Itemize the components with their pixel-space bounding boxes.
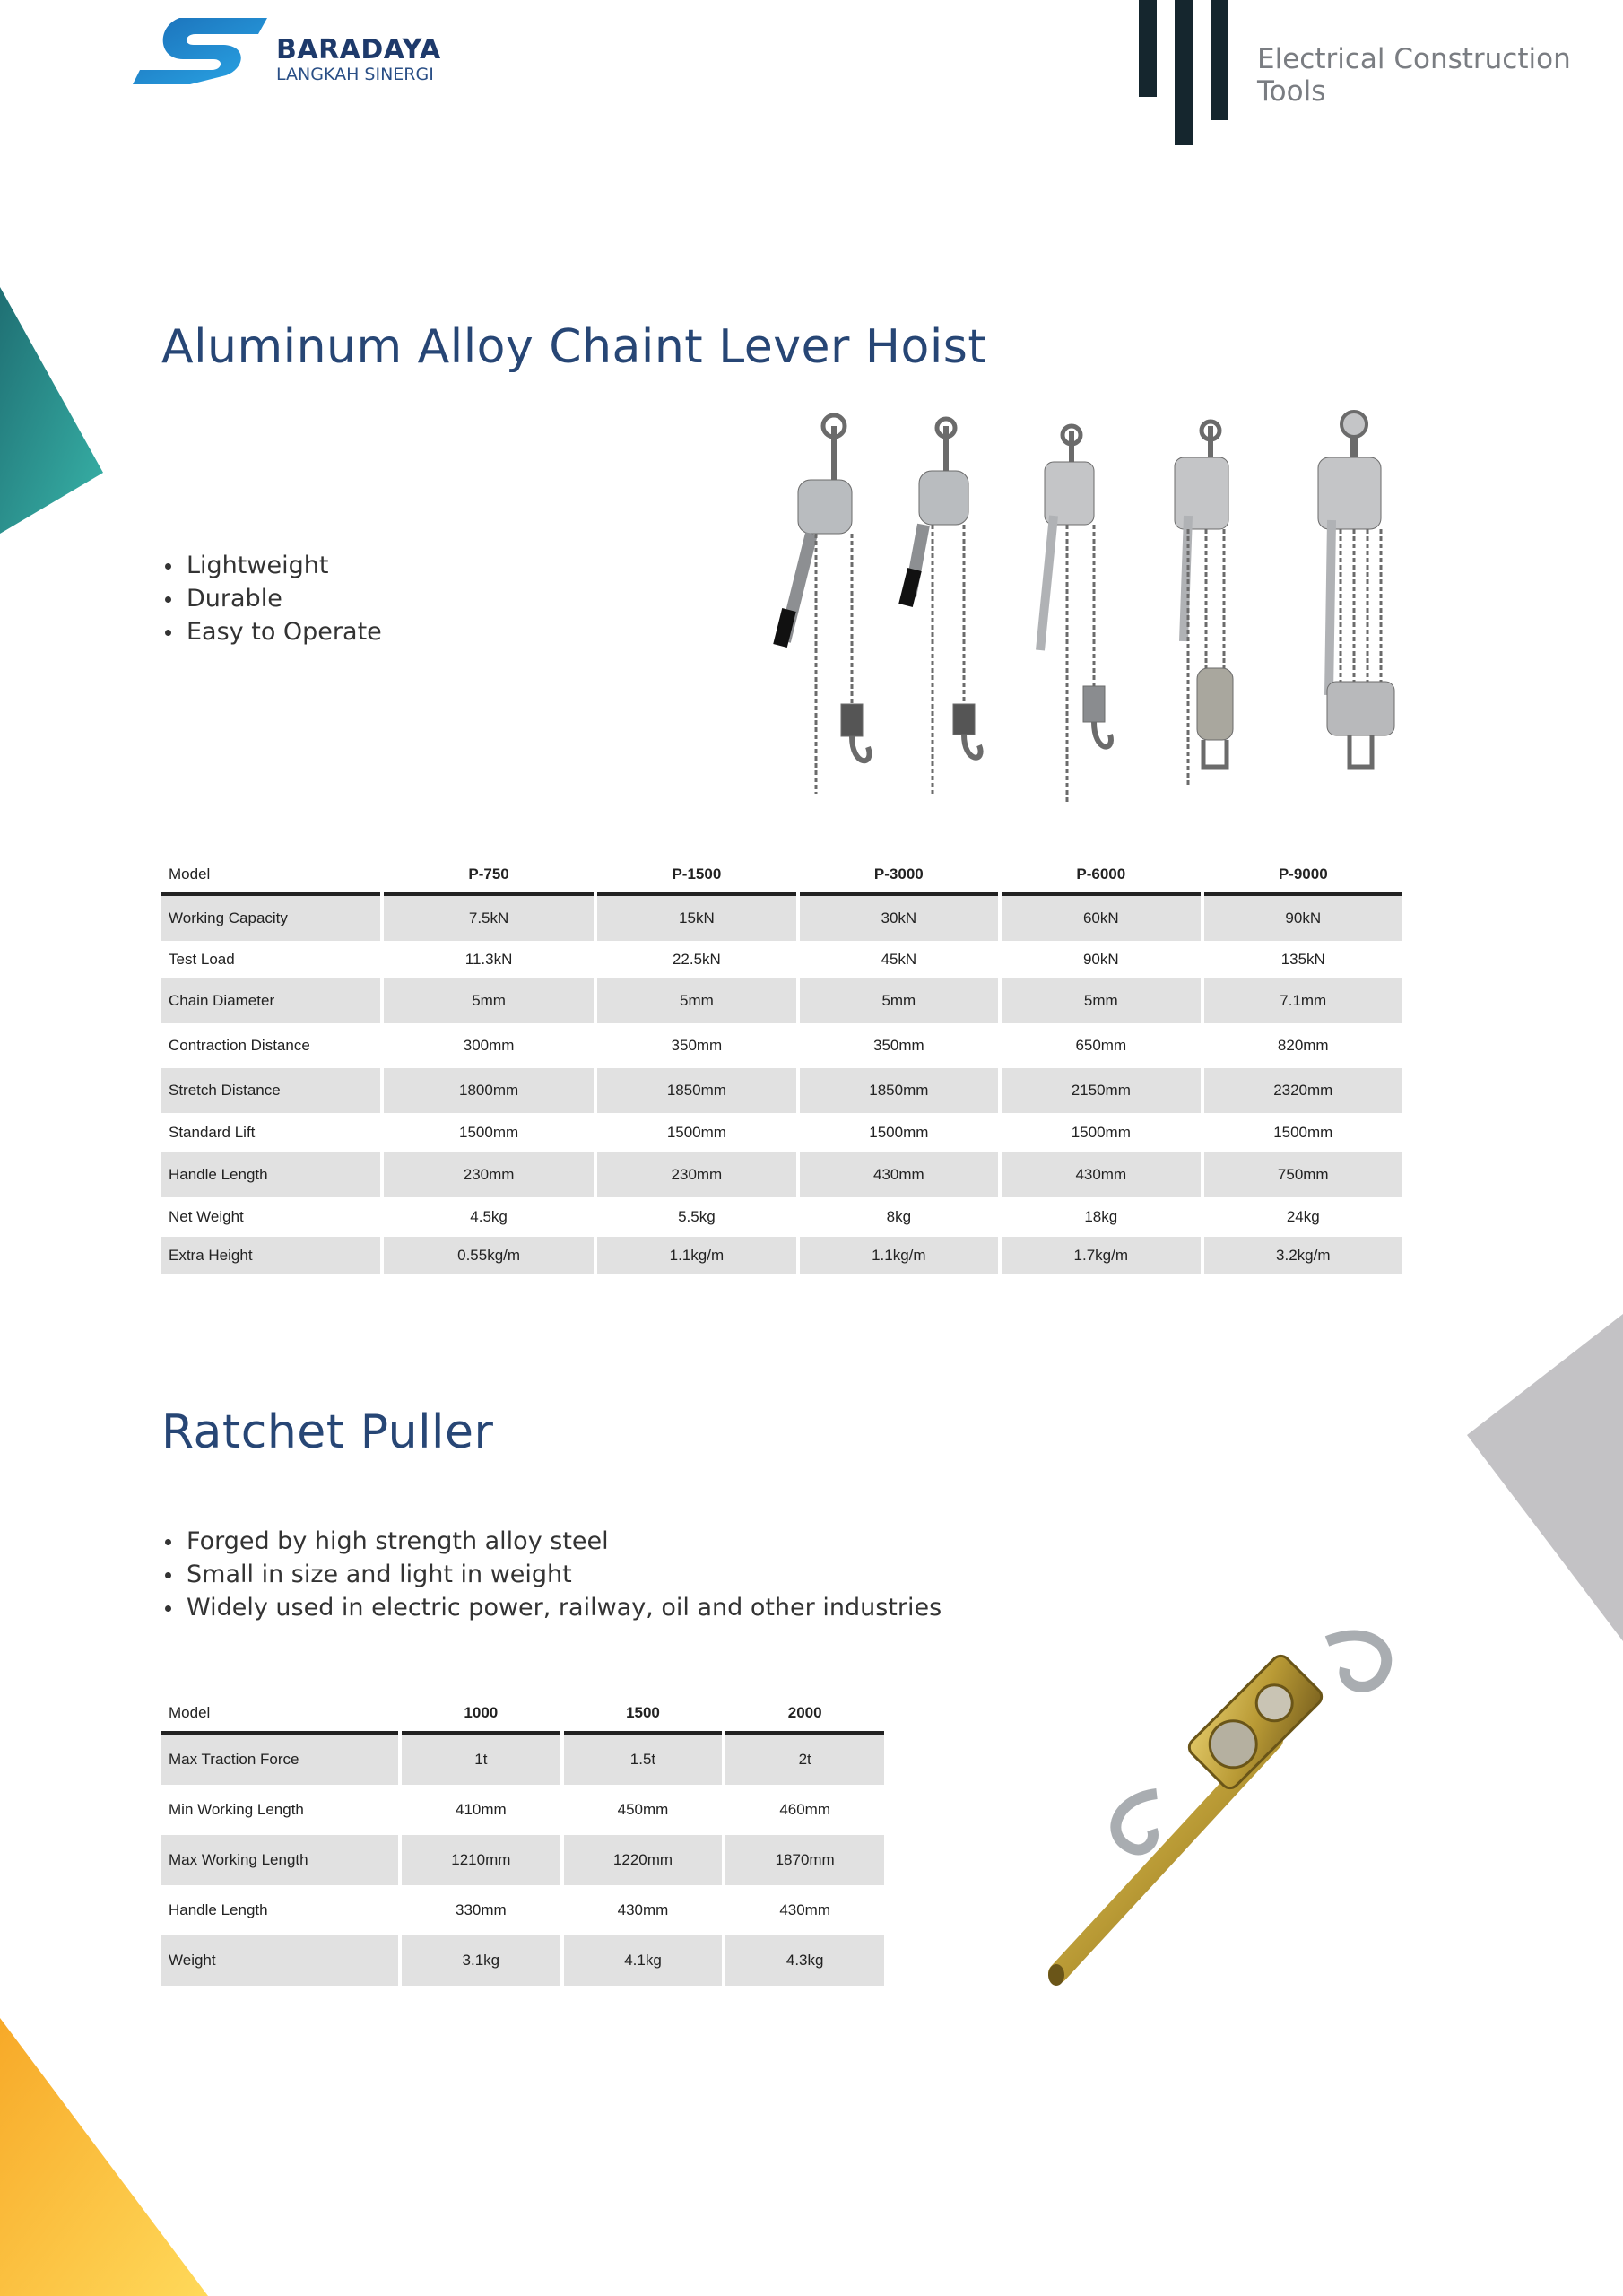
table-cell: 5mm [384,978,594,1023]
table-cell: 230mm [597,1152,795,1197]
table-cell: 430mm [617,1901,669,1918]
table-header-row [161,857,1402,896]
table-row [161,1935,884,1986]
table-cell: 1500mm [1071,1124,1131,1141]
hoist-spec-table [158,857,1406,1274]
table-cell: Extra Height [161,1237,380,1274]
table-cell: 15kN [597,896,795,941]
table-cell: 1870mm [725,1835,884,1885]
table-cell: 1.1kg/m [800,1237,998,1274]
hoist-p1500-image [906,419,981,794]
table-cell: 90kN [1082,951,1119,968]
list-item: Easy to Operate [161,615,382,648]
table-cell: Max Working Length [161,1835,398,1885]
table-row [161,978,1402,1023]
table-row [161,1068,1402,1113]
table-cell: 410mm [455,1801,507,1818]
table-cell: 8kg [886,1208,912,1225]
table-cell: 4.5kg [470,1208,508,1225]
table-cell: 750mm [1204,1152,1402,1197]
table-cell: 18kg [1084,1208,1118,1225]
table-cell: 5mm [800,978,998,1023]
table-cell: 350mm [872,1037,924,1054]
table-cell: 1850mm [800,1068,998,1113]
table-cell: 2t [725,1735,884,1785]
hoist-section-title: Aluminum Alloy Chaint Lever Hoist [161,320,987,374]
table-cell: Standard Lift [169,1124,256,1141]
table-cell: Chain Diameter [161,978,380,1023]
table-cell: 2150mm [1002,1068,1200,1113]
table-cell: 30kN [800,896,998,941]
list-item: Widely used in electric power, railway, oil and other industries [161,1591,942,1624]
ratchet-feature-list [161,1525,942,1624]
table-cell: Working Capacity [161,896,380,941]
hoist-p6000-image [1175,422,1233,785]
table-header-cell: 1000 [402,1695,560,1735]
table-cell: 0.55kg/m [384,1237,594,1274]
table-row [161,1885,884,1935]
table-header-cell: 2000 [725,1695,884,1735]
table-cell: 1850mm [597,1068,795,1113]
hoist-p9000-image [1318,412,1394,767]
table-cell: Max Traction Force [161,1735,398,1785]
table-header-cell: P-9000 [1204,857,1402,896]
table-row [161,896,1402,941]
list-item: Small in size and light in weight [161,1558,942,1591]
gray-corner-triangle [1467,1314,1623,1646]
table-cell: 4.3kg [725,1935,884,1986]
table-cell: 5mm [597,978,795,1023]
table-cell: Handle Length [161,1152,380,1197]
table-cell: Min Working Length [169,1801,304,1818]
table-cell: 3.1kg [402,1935,560,1986]
table-row [161,1113,1402,1152]
table-header-cell: Model [161,857,380,896]
table-header-row [161,1695,884,1735]
ratchet-spec-table [158,1695,888,1986]
table-cell: Weight [161,1935,398,1986]
table-cell: 1800mm [384,1068,594,1113]
yellow-corner-triangle [0,2018,215,2296]
table-header-cell: P-1500 [597,857,795,896]
table-cell: 450mm [617,1801,669,1818]
table-header-cell: P-6000 [1002,857,1200,896]
table-row [161,1735,884,1785]
table-row [161,1023,1402,1068]
table-cell: 2320mm [1204,1068,1402,1113]
table-cell: 330mm [455,1901,507,1918]
table-row [161,941,1402,978]
baradaya-logo-icon [133,16,269,86]
hoist-p3000-image [1040,426,1111,803]
table-cell: 1.1kg/m [597,1237,795,1274]
table-row [161,1197,1402,1237]
ratchet-puller-image [1031,1605,1444,2000]
teal-corner-triangle [0,287,108,538]
table-cell: 1.5t [564,1735,723,1785]
table-row [161,1835,884,1885]
header-bar-middle [1175,0,1193,145]
table-cell: 430mm [779,1901,830,1918]
header-bar-right [1211,0,1228,120]
table-cell: 24kg [1286,1208,1320,1225]
table-header-cell: 1500 [564,1695,723,1735]
document-title: Electrical Construction Tools [1257,43,1571,108]
brand-name: BARADAYA [276,34,441,65]
table-cell: 7.1mm [1204,978,1402,1023]
table-cell: 230mm [384,1152,594,1197]
table-cell: 1.7kg/m [1002,1237,1200,1274]
table-cell: 5mm [1002,978,1200,1023]
table-cell: 1500mm [869,1124,929,1141]
table-cell: 135kN [1280,951,1325,968]
table-row [161,1785,884,1835]
table-cell: 460mm [779,1801,830,1818]
table-header-cell: P-750 [384,857,594,896]
hoist-products-image [762,408,1426,812]
table-cell: Contraction Distance [169,1037,310,1054]
list-item: Durable [161,582,382,615]
table-cell: 1500mm [459,1124,519,1141]
list-item: Forged by high strength alloy steel [161,1525,942,1558]
table-cell: Net Weight [169,1208,244,1225]
table-cell: 430mm [800,1152,998,1197]
table-cell: 45kN [881,951,917,968]
table-cell: Handle Length [169,1901,268,1918]
table-cell: 60kN [1002,896,1200,941]
table-cell: 22.5kN [672,951,721,968]
table-header-cell: Model [161,1695,398,1735]
table-cell: 820mm [1277,1037,1329,1054]
table-cell: 11.3kN [464,951,513,968]
table-cell: 1500mm [1273,1124,1333,1141]
table-cell: 7.5kN [384,896,594,941]
table-cell: 300mm [463,1037,515,1054]
table-cell: 1220mm [564,1835,723,1885]
table-cell: 1210mm [402,1835,560,1885]
table-cell: 90kN [1204,896,1402,941]
table-cell: 5.5kg [678,1208,716,1225]
hoist-feature-list [161,549,382,648]
table-cell: 430mm [1002,1152,1200,1197]
table-cell: 650mm [1075,1037,1127,1054]
table-row [161,1152,1402,1197]
brand-tagline: LANGKAH SINERGI [276,65,434,84]
header-bar-left [1139,0,1157,97]
table-cell: Test Load [169,951,235,968]
table-cell: 4.1kg [564,1935,723,1986]
table-cell: 1500mm [666,1124,726,1141]
table-cell: 1t [402,1735,560,1785]
table-cell: 3.2kg/m [1204,1237,1402,1274]
hoist-p750-image [780,415,870,794]
ratchet-section-title: Ratchet Puller [161,1405,494,1459]
list-item: Lightweight [161,549,382,582]
table-cell: 350mm [671,1037,723,1054]
table-row [161,1237,1402,1274]
table-header-cell: P-3000 [800,857,998,896]
table-cell: Stretch Distance [161,1068,380,1113]
